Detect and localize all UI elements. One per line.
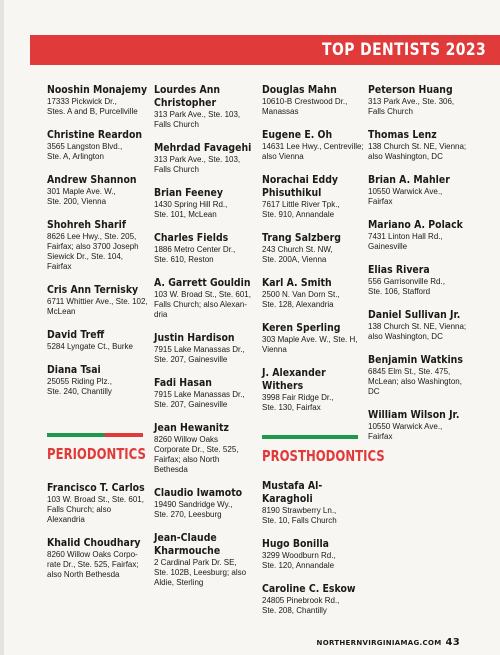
address-line: Ste. 102B, Leesburg; also [154, 568, 247, 577]
address-line: Corporate Dr., Ste. 525, [154, 445, 239, 454]
dentist-entry [154, 376, 256, 410]
dentist-entry [262, 321, 364, 355]
dentist-address [262, 142, 364, 162]
address-line: 243 Church St. NW, [262, 245, 333, 254]
dentist-entry [262, 231, 364, 265]
dentist-entry [262, 83, 364, 117]
address-line: Falls Church; also [47, 505, 112, 514]
prosthodontics-heading: PROSTHODONTICS [262, 447, 385, 465]
address-line: also Vienna [262, 152, 304, 161]
address-line: 8260 Willow Oaks [154, 435, 219, 444]
dentist-address [154, 500, 256, 520]
address-line: 8626 Lee Hwy., Ste. 205, [47, 232, 137, 241]
dentist-entry [47, 328, 149, 352]
dentist-address [262, 97, 364, 117]
address-line: 10550 Warwick Ave., [368, 187, 443, 196]
dentist-name: Christine Reardon [47, 128, 143, 141]
dentist-entry [154, 486, 256, 520]
dentist-name: Douglas Mahn [262, 83, 337, 96]
periodontics-list [47, 481, 149, 580]
address-line: Vienna [262, 345, 287, 354]
dentist-name: Diana Tsai [47, 363, 101, 376]
address-line: 19490 Sandridge Wy., [154, 500, 233, 509]
address-line: 1430 Spring Hill Rd., [154, 200, 228, 209]
address-line: Aldie, Sterling [154, 578, 204, 587]
address-line: 8190 Strawberry Ln., [262, 506, 337, 515]
address-line: also North Bethesda [47, 570, 120, 579]
dentist-address [368, 232, 470, 252]
section-rule [47, 433, 143, 437]
footer-site: NORTHERNVIRGINIAMAG.COM [316, 639, 442, 647]
address-line: Ste. 240, Chantilly [47, 387, 112, 396]
dentist-name: A. Garrett Gouldin [154, 276, 251, 289]
address-line: 313 Park Ave., Ste. 103, [154, 110, 241, 119]
address-line: Ste. 208, Chantilly [262, 606, 327, 615]
dentist-address [368, 142, 470, 162]
periodontics-section [47, 433, 146, 591]
address-line: Ste. 101, McLean [154, 210, 217, 219]
dentist-address [262, 335, 364, 355]
dentist-address [262, 245, 364, 265]
address-line: 138 Church St. NE, Vienna; [368, 142, 467, 151]
dentist-address [368, 277, 470, 297]
address-line: 103 W. Broad St., Ste. 601, [47, 495, 144, 504]
dentist-name: Nooshin Monajemy [47, 83, 148, 96]
address-line: McLean; also Washington, [368, 377, 462, 386]
address-line: Fairfax [368, 197, 393, 206]
prosthodontics-section [262, 435, 385, 627]
dentist-address [47, 142, 149, 162]
dentist-name: Cris Ann Ternisky [47, 283, 139, 296]
dentist-address [47, 97, 149, 117]
address-line: 3998 Fair Ridge Dr., [262, 393, 334, 402]
dentist-address [262, 200, 364, 220]
dentist-name: Mehrdad Favagehi [154, 141, 252, 154]
address-line: Ste. 128, Alexandria [262, 300, 334, 309]
dentist-name: Caroline C. Eskow [262, 582, 356, 595]
dentist-address [154, 290, 256, 320]
address-line: Bethesda [154, 465, 188, 474]
dentist-entry [154, 531, 256, 588]
dentist-name: Daniel Sullivan Jr. [368, 308, 461, 321]
page-number: 43 [445, 637, 460, 648]
address-line: Fairfax; also 3700 Joseph [47, 242, 139, 251]
address-line: Fairfax [368, 432, 393, 441]
dentist-entry [368, 263, 470, 297]
address-line: Manassas [262, 107, 299, 116]
dentist-entry [47, 218, 149, 272]
address-line: 10550 Warwick Ave., [368, 422, 443, 431]
dentist-entry [368, 308, 470, 342]
dentist-name: Eugene E. Oh [262, 128, 333, 141]
dentist-entry [262, 366, 364, 413]
dentist-name: Brian A. Mahler [368, 173, 450, 186]
address-line: 103 W. Broad St., Ste. 601, [154, 290, 251, 299]
address-line: Ste. 106, Stafford [368, 287, 431, 296]
address-line: Ste. 10, Falls Church [262, 516, 337, 525]
dentist-entry [368, 408, 470, 442]
dentist-address [154, 155, 256, 175]
dentist-entry [47, 83, 149, 117]
dentist-name: David Treff [47, 328, 105, 341]
address-line: also Washington, DC [368, 152, 443, 161]
address-line: Ste. 207, Gainesville [154, 400, 228, 409]
address-line: 313 Park Ave., Ste. 103, [154, 155, 241, 164]
address-line: 2500 N. Van Dorn St., [262, 290, 340, 299]
address-line: 2 Cardinal Park Dr. SE, [154, 558, 237, 567]
address-line: Falls Church [154, 165, 199, 174]
dentist-address [47, 377, 149, 397]
address-line: also Washington, DC [368, 332, 443, 341]
dentist-entry [154, 421, 256, 475]
address-line: 25055 Riding Plz., [47, 377, 112, 386]
dentist-address [154, 110, 256, 130]
address-line: 5284 Lyngate Ct., Burke [47, 342, 133, 351]
dentist-address [368, 187, 470, 207]
address-line: 7431 Linton Hall Rd., [368, 232, 443, 241]
address-line: 8260 Willow Oaks Corpo- [47, 550, 138, 559]
dentist-entry [154, 231, 256, 265]
address-line: Gainesville [368, 242, 408, 251]
dentist-name: J. Alexander Withers [262, 366, 326, 392]
dentist-entry [47, 536, 149, 580]
dentist-address [47, 495, 149, 525]
dentist-entry [47, 481, 149, 525]
dentist-address [368, 322, 470, 342]
dentist-entry [154, 331, 256, 365]
address-line: dria [154, 310, 168, 319]
address-line: Ste. 270, Leesburg [154, 510, 222, 519]
address-line: Falls Church [368, 107, 413, 116]
address-line: Ste. 120, Annandale [262, 561, 335, 570]
dentist-entry [154, 186, 256, 220]
address-line: Falls Church; also Alexan- [154, 300, 247, 309]
dentist-name: Jean-Claude Kharmouche [154, 531, 221, 557]
address-line: 17333 Pickwick Dr., [47, 97, 117, 106]
dentist-address [368, 367, 470, 397]
section-rule [262, 435, 358, 439]
dentist-name: Peterson Huang [368, 83, 453, 96]
address-line: DC [368, 387, 380, 396]
dentist-entry [47, 128, 149, 162]
address-line: 7915 Lake Manassas Dr., [154, 345, 245, 354]
dentist-name: Trang Salzberg [262, 231, 341, 244]
address-line: 6711 Whittier Ave., Ste. 102, [47, 297, 148, 306]
address-line: Ste. 130, Fairfax [262, 403, 321, 412]
dentist-entry [154, 276, 256, 320]
address-line: 7915 Lake Manassas Dr., [154, 390, 245, 399]
dentist-name: Brian Feeney [154, 186, 223, 199]
address-line: 303 Maple Ave. W., Ste. H, [262, 335, 358, 344]
address-line: Fairfax; also North [154, 455, 220, 464]
dentist-name: Fadi Hasan [154, 376, 212, 389]
dentist-name: Norachai Eddy Phisuthikul [262, 173, 339, 199]
listing-column-4 [368, 83, 470, 453]
dentist-name: Claudio Iwamoto [154, 486, 243, 499]
listing-column-3 [262, 83, 364, 424]
dentist-name: William Wilson Jr. [368, 408, 460, 421]
listing-column-2 [154, 83, 256, 599]
dentist-entry [368, 218, 470, 252]
address-line: Stes. A and B, Purcellville [47, 107, 138, 116]
dentist-name: Mariano A. Polack [368, 218, 463, 231]
dentist-entry [47, 173, 149, 207]
dentist-entry [368, 353, 470, 397]
dentist-address [154, 390, 256, 410]
dentist-entry [262, 128, 364, 162]
address-line: 556 Garrisonville Rd., [368, 277, 445, 286]
prosthodontics-list [262, 479, 364, 616]
listing-column-1 [47, 83, 149, 408]
periodontics-heading: PERIODONTICS [47, 445, 146, 463]
dentist-address [368, 97, 470, 117]
dentist-address [154, 200, 256, 220]
dentist-name: Hugo Bonilla [262, 537, 329, 550]
address-line: 7617 Little River Tpk., [262, 200, 340, 209]
dentist-name: Keren Sperling [262, 321, 341, 334]
address-line: 24805 Pinebrook Rd., [262, 596, 340, 605]
dentist-entry [262, 479, 364, 526]
address-line: 313 Park Ave., Ste. 306, [368, 97, 455, 106]
address-line: 1886 Metro Center Dr., [154, 245, 236, 254]
dentist-name: Shohreh Sharif [47, 218, 126, 231]
section-banner [30, 35, 500, 65]
dentist-address [262, 506, 364, 526]
dentist-address [154, 558, 256, 588]
dentist-address [154, 435, 256, 475]
address-line: Ste. 610, Reston [154, 255, 214, 264]
dentist-address [154, 345, 256, 365]
dentist-entry [262, 582, 364, 616]
dentist-entry [262, 276, 364, 310]
dentist-name: Francisco T. Carlos [47, 481, 145, 494]
dentist-name: Andrew Shannon [47, 173, 137, 186]
dentist-entry [154, 83, 256, 130]
address-line: 3565 Langston Blvd., [47, 142, 123, 151]
dentist-address [262, 290, 364, 310]
dentist-address [154, 245, 256, 265]
dentist-name: Justin Hardison [154, 331, 235, 344]
dentist-name: Thomas Lenz [368, 128, 437, 141]
dentist-entry [47, 363, 149, 397]
address-line: McLean [47, 307, 76, 316]
address-line: Siewick Dr., Ste. 104, [47, 252, 124, 261]
dentist-address [47, 232, 149, 272]
dentist-name: Elias Rivera [368, 263, 430, 276]
address-line: 301 Maple Ave. W., [47, 187, 116, 196]
banner-title: TOP DENTISTS 2023 [321, 40, 486, 60]
dentist-entry [262, 173, 364, 220]
dentist-entry [368, 128, 470, 162]
address-line: Ste. 910, Annandale [262, 210, 335, 219]
dentist-address [47, 342, 149, 352]
address-line: Ste. 200A, Vienna [262, 255, 327, 264]
dentist-entry [262, 537, 364, 571]
address-line: 14631 Lee Hwy., Centreville; [262, 142, 364, 151]
dentist-entry [47, 283, 149, 317]
address-line: Ste. 200, Vienna [47, 197, 107, 206]
dentist-name: Benjamin Watkins [368, 353, 463, 366]
dentist-address [368, 422, 470, 442]
dentist-entry [368, 83, 470, 117]
address-line: Fairfax [47, 262, 72, 271]
address-line: Alexandria [47, 515, 85, 524]
page-footer [317, 637, 460, 648]
address-line: 138 Church St. NE, Vienna; [368, 322, 467, 331]
dentist-name: Khalid Choudhary [47, 536, 141, 549]
address-line: Ste. 207, Gainesville [154, 355, 228, 364]
dentist-entry [154, 141, 256, 175]
address-line: 6845 Elm St., Ste. 475, [368, 367, 451, 376]
dentist-address [47, 297, 149, 317]
dentist-name: Lourdes Ann Christopher [154, 83, 221, 109]
dentist-entry [368, 173, 470, 207]
dentist-name: Charles Fields [154, 231, 229, 244]
dentist-address [262, 551, 364, 571]
address-line: Falls Church [154, 120, 199, 129]
dentist-name: Jean Hewanitz [154, 421, 229, 434]
dentist-name: Karl A. Smith [262, 276, 332, 289]
address-line: rate Dr., Ste. 525, Fairfax; [47, 560, 139, 569]
dentist-address [262, 393, 364, 413]
address-line: 10610-B Crestwood Dr., [262, 97, 348, 106]
dentist-address [47, 187, 149, 207]
dentist-address [262, 596, 364, 616]
address-line: 3299 Woodburn Rd., [262, 551, 336, 560]
page-spine-shadow [0, 0, 4, 655]
address-line: Ste. A, Arlington [47, 152, 104, 161]
dentist-address [47, 550, 149, 580]
dentist-name: Mustafa Al-Karagholi [262, 479, 323, 505]
